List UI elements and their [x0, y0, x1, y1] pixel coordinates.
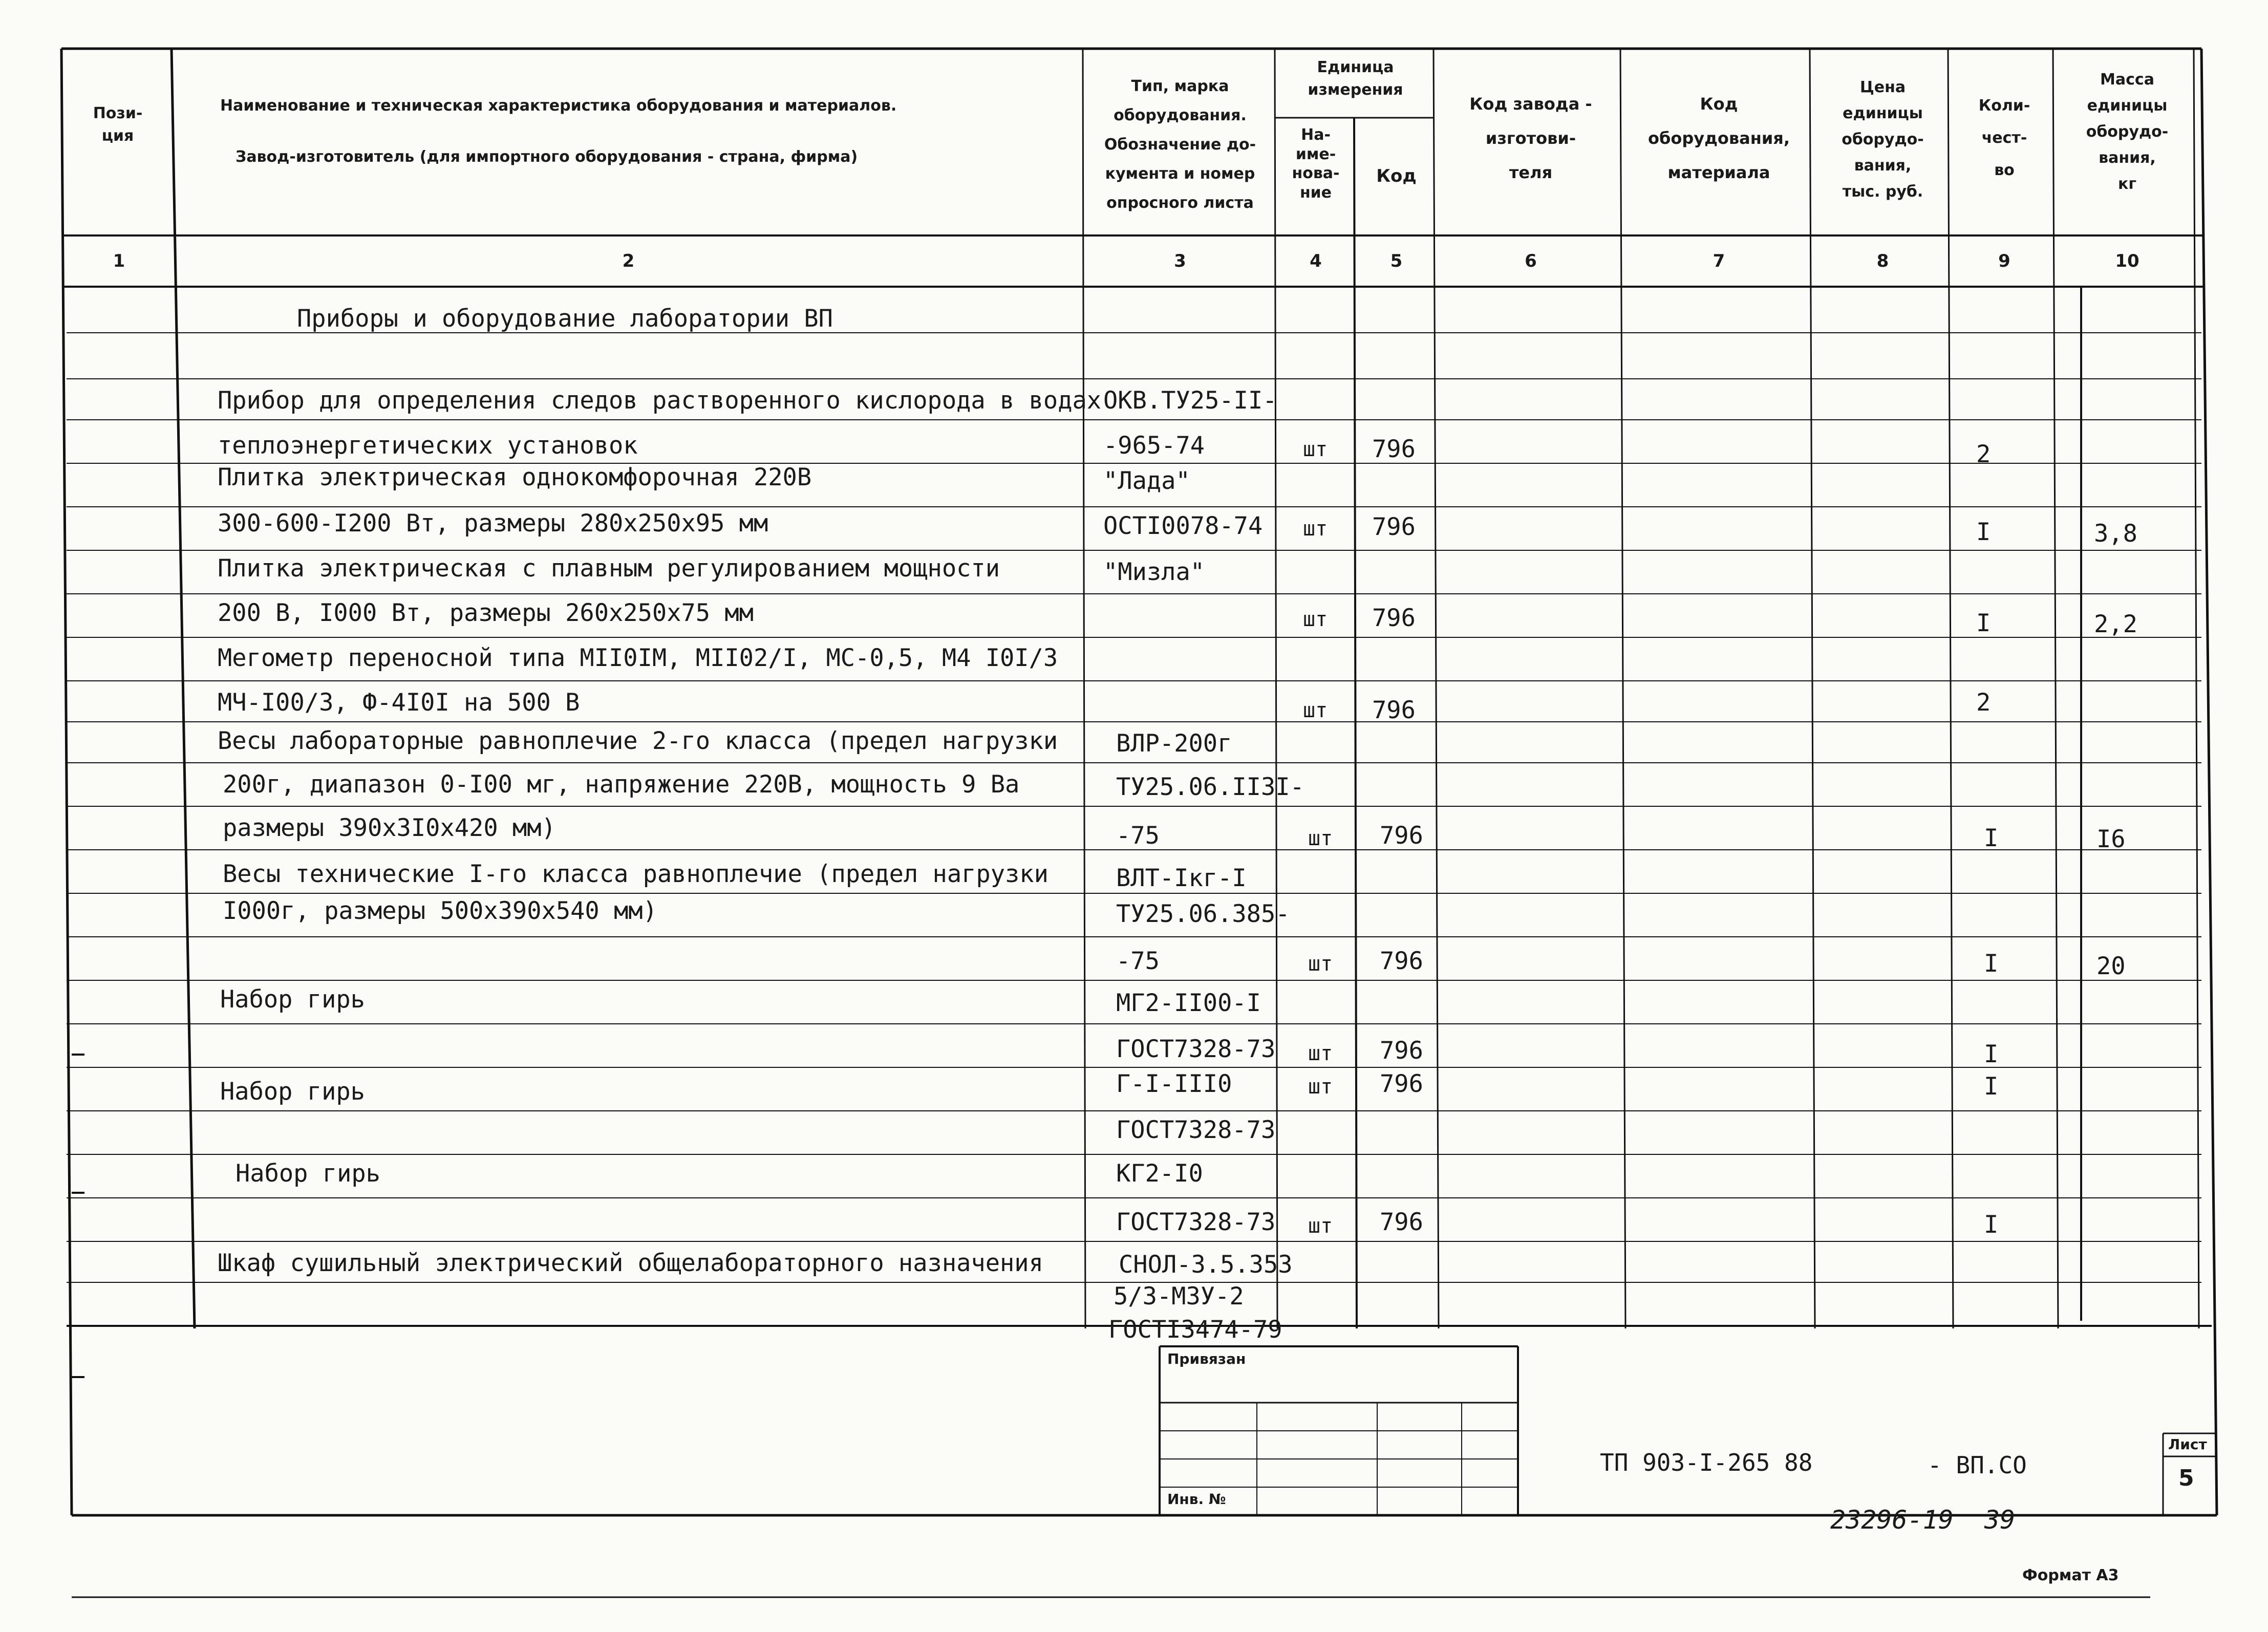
colnum-4: 4	[1310, 251, 1322, 271]
row-type: -75	[1116, 822, 1160, 850]
stamp-inv: Инв. №	[1167, 1491, 1226, 1508]
row-name: I000г, размеры 500х390х540 мм)	[223, 897, 657, 925]
row-unit: шт	[1308, 952, 1333, 976]
row-type: -75	[1116, 947, 1160, 975]
header-quantity: Коли- чест- во	[1978, 97, 2030, 179]
row-code: 796	[1380, 822, 1423, 850]
row-code: 796	[1372, 696, 1416, 724]
header-factory-code: Код завода - изготови- теля	[1469, 94, 1592, 183]
colnum-7: 7	[1713, 251, 1725, 271]
archive-number: 23296-19 39	[1830, 1505, 2016, 1535]
row-name: 300-600-I200 Вт, размеры 280х250х95 мм	[218, 509, 768, 538]
row-qty: I	[1984, 950, 1999, 978]
row-name: теплоэнергетических установок	[218, 432, 638, 460]
header-price: Цена единицы оборудо- вания, тыс. руб.	[1842, 78, 1924, 201]
row-name: Набор гирь	[220, 1078, 365, 1106]
row-unit: шт	[1303, 699, 1328, 722]
row-name: 200 В, I000 Вт, размеры 260х250х75 мм	[218, 599, 754, 627]
row-type-overflow: ГОСТI3474-79	[1108, 1316, 1282, 1344]
row-type: ГОСТ7328-73	[1116, 1208, 1276, 1236]
row-qty: I	[1976, 609, 1991, 637]
row-mass: 3,8	[2094, 520, 2137, 548]
doc-code: ТП 903-I-265 88	[1600, 1449, 1813, 1476]
row-type: КГ2-I0	[1116, 1159, 1203, 1188]
row-name: Шкаф сушильный электрический общелабораторного назначения	[218, 1249, 1043, 1277]
row-name: Весы лабораторные равноплечие 2-го класса (предел нагрузки	[218, 727, 1058, 755]
section-title: Приборы и оборудование лаборатории ВП	[297, 305, 833, 333]
row-qty: I	[1984, 824, 1999, 852]
row-type: ТУ25.06.II3I-	[1116, 773, 1304, 801]
row-unit: шт	[1303, 438, 1328, 461]
row-mass: 20	[2096, 952, 2126, 980]
row-type: "Мизла"	[1103, 558, 1205, 586]
header-type: Тип, марка оборудования. Обозначение до- кумента и номер опросного листа	[1104, 77, 1256, 212]
row-name: 200г, диапазон 0-I00 мг, напряжение 220В, мощность 9 Ва	[223, 770, 1020, 799]
row-unit: шт	[1308, 827, 1333, 850]
row-unit: шт	[1303, 608, 1328, 631]
row-code: 796	[1380, 1208, 1423, 1236]
row-name: Набор гирь	[220, 985, 365, 1014]
colnum-9: 9	[1998, 251, 2010, 271]
header-unit-name: На- име- нова- ние	[1292, 126, 1340, 202]
row-code: 796	[1380, 947, 1423, 975]
row-code: 796	[1372, 604, 1416, 632]
row-name: Прибор для определения следов растворенного кислорода в водах	[218, 386, 1102, 415]
row-type: Г-I-III0	[1116, 1070, 1232, 1098]
row-type: ТУ25.06.385-	[1116, 900, 1290, 928]
row-type: ОСТI0078-74	[1103, 512, 1263, 540]
row-qty: I	[1984, 1211, 1999, 1239]
sheet-label: Лист	[2168, 1436, 2207, 1453]
row-name: Плитка электрическая с плавным регулированием мощности	[218, 554, 1000, 583]
row-qty: 2	[1976, 440, 1991, 468]
colnum-1: 1	[113, 251, 125, 271]
header-unit-code: Код	[1376, 166, 1417, 186]
header-position: Пози- ция	[93, 104, 143, 145]
row-qty: I	[1984, 1040, 1999, 1068]
sheet-number: 5	[2178, 1465, 2194, 1491]
row-unit: шт	[1308, 1214, 1333, 1238]
row-code: 796	[1372, 513, 1416, 541]
row-qty: I	[1976, 518, 1991, 546]
row-code: 796	[1380, 1037, 1423, 1065]
row-unit: шт	[1303, 517, 1328, 541]
format-label: Формат А3	[2022, 1566, 2119, 1584]
colnum-8: 8	[1876, 251, 1889, 271]
header-unit-group: Единица измерения	[1308, 58, 1403, 99]
row-type: МГ2-II00-I	[1116, 989, 1261, 1017]
doc-suffix: - ВП.СО	[1928, 1451, 2027, 1479]
row-mass: I6	[2096, 825, 2126, 853]
row-name: Плитка электрическая однокомфорочная 220В	[218, 463, 812, 491]
row-type: ОКВ.ТУ25-II-	[1103, 386, 1277, 415]
row-unit: шт	[1308, 1075, 1333, 1099]
header-name-line2: Завод-изготовитель (для импортного оборудования - страна, фирма)	[236, 148, 858, 166]
header-equipment-code: Код оборудования, материала	[1648, 94, 1790, 183]
row-type: ВЛТ-Iкг-I	[1116, 864, 1247, 892]
colnum-10: 10	[2115, 251, 2139, 271]
stamp-privyazan: Привязан	[1167, 1350, 1246, 1367]
row-type: -965-74	[1103, 432, 1205, 460]
row-name: Набор гирь	[236, 1159, 380, 1188]
row-code: 796	[1380, 1070, 1423, 1098]
header-mass: Масса единицы оборудо- вания, кг	[2086, 71, 2169, 193]
row-unit: шт	[1308, 1042, 1333, 1065]
row-name: МЧ-I00/3, Ф-4I0I на 500 В	[218, 689, 580, 717]
row-type: ГОСТ7328-73	[1116, 1116, 1276, 1144]
row-type: 5/3-М3У-2	[1114, 1282, 1244, 1311]
row-type: ГОСТ7328-73	[1116, 1035, 1276, 1063]
row-code: 796	[1372, 435, 1416, 463]
colnum-3: 3	[1174, 251, 1186, 271]
row-type: СНОЛ-3.5.353	[1119, 1251, 1293, 1279]
colnum-2: 2	[622, 251, 635, 271]
row-qty: 2	[1976, 689, 1991, 717]
row-name: размеры 390х3I0х420 мм)	[223, 814, 556, 842]
row-name: Весы технические I-го класса равноплечие (предел нагрузки	[223, 860, 1049, 888]
colnum-6: 6	[1525, 251, 1537, 271]
row-type: "Лада"	[1103, 467, 1190, 495]
header-name-line1: Наименование и техническая характеристика оборудования и материалов.	[220, 97, 897, 115]
row-mass: 2,2	[2094, 610, 2137, 638]
row-name: Мегометр переносной типа МII0IМ, МII02/I, МС-0,5, М4 I0I/3	[218, 644, 1058, 672]
row-qty: I	[1984, 1072, 1999, 1101]
colnum-5: 5	[1390, 251, 1403, 271]
row-type: ВЛР-200г	[1116, 729, 1232, 758]
